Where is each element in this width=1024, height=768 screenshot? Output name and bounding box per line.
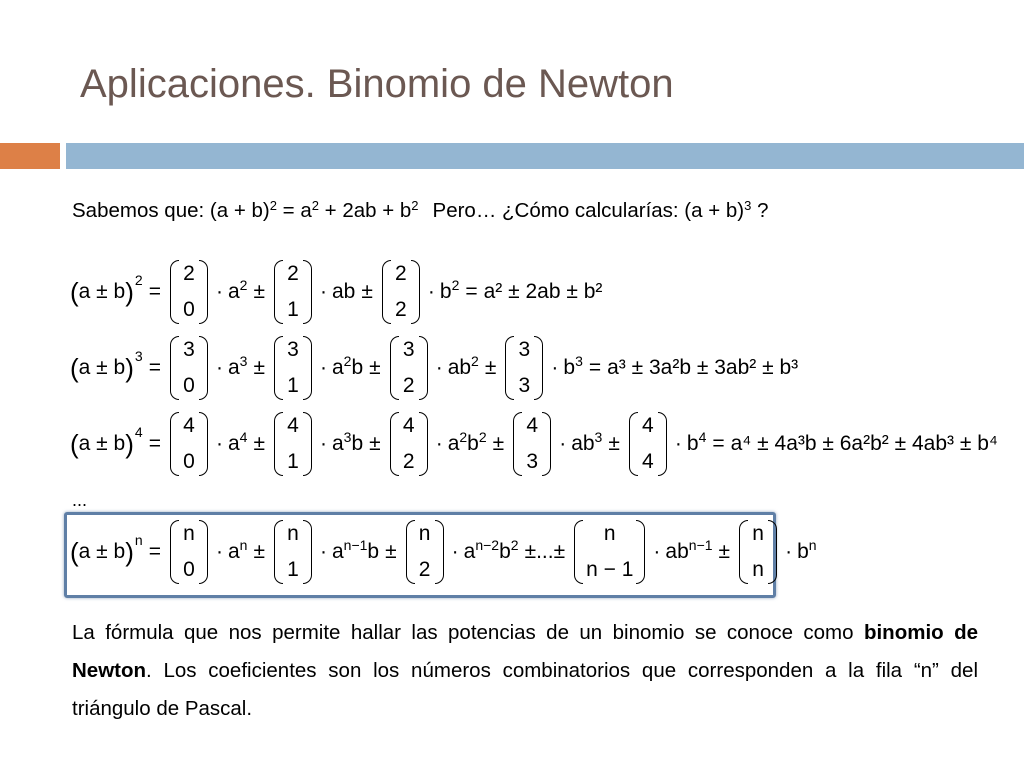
binomial-base — [70, 272, 143, 308]
factor-rest: b — [351, 356, 364, 379]
coef-bracket-left — [274, 336, 283, 400]
paragraph-part1: La fórmula que nos permite hallar las potencias de un binomio se conoce como — [72, 621, 864, 644]
dot-operator: · — [319, 540, 327, 563]
plus-minus-sign: ± — [718, 540, 731, 563]
paren-open: ( — [70, 428, 79, 459]
coef-bottom: 4 — [642, 450, 654, 473]
coef-numbers — [514, 336, 534, 400]
factor-exponent: 3 — [594, 429, 603, 445]
coef-numbers — [522, 412, 542, 476]
intro-eq-mid2: + 2ab + b — [318, 199, 412, 222]
binomial-power: n — [134, 532, 143, 548]
coef-numbers — [583, 520, 636, 584]
term-factor — [447, 353, 479, 380]
factor-base: ab — [447, 356, 472, 379]
coef-bracket-right — [658, 412, 667, 476]
dot-operator: · — [215, 356, 223, 379]
coef-bottom: 2 — [395, 298, 407, 321]
factor-exponent: 3 — [343, 429, 352, 445]
coef-bracket-right — [199, 336, 208, 400]
coef-bottom: 1 — [287, 450, 299, 473]
coef-top: 3 — [183, 338, 195, 361]
factor-base: a — [227, 540, 240, 563]
equation-power-3 — [70, 332, 798, 404]
intro-eq-mid1: = a — [276, 199, 312, 222]
binomial-power: 3 — [134, 348, 143, 364]
binomial-coefficient — [274, 520, 312, 584]
expanded-result: a³ ± 3a²b ± 3ab² ± b³ — [607, 356, 799, 379]
plus-minus-sign: ± — [253, 356, 265, 379]
equals-sign: = — [148, 540, 161, 563]
coef-bracket-left — [406, 520, 415, 584]
coef-bottom: n — [752, 558, 764, 581]
coef-numbers — [179, 520, 199, 584]
coef-bottom: 3 — [518, 374, 531, 397]
paren-open: ( — [70, 276, 79, 307]
coef-bracket-right — [435, 520, 444, 584]
dot-operator: · — [319, 280, 327, 303]
dot-operator: · — [451, 540, 459, 563]
factor-exponent: n — [239, 537, 248, 553]
term-factor — [463, 537, 519, 564]
factor-rest-exponent: 2 — [510, 537, 519, 553]
term-factor — [439, 277, 460, 304]
factor-base: a — [331, 432, 344, 455]
factor-exponent: n−1 — [688, 537, 713, 553]
plus-minus-sign: ± — [361, 280, 373, 303]
binomial-coefficient — [406, 520, 444, 584]
plus-minus-sign: ± — [369, 432, 381, 455]
factor-base: ab — [571, 432, 595, 455]
binomial-power: 2 — [134, 272, 143, 288]
paren-close: ) — [125, 276, 134, 307]
intro-line — [72, 199, 768, 223]
factor-base: a — [331, 540, 344, 563]
coef-top: 2 — [287, 262, 299, 285]
paren-open: ( — [70, 352, 79, 383]
coef-numbers — [399, 412, 419, 476]
paren-open: ( — [70, 536, 79, 567]
term-factor — [227, 537, 248, 564]
intro-question-suffix: ? — [751, 199, 769, 222]
factor-base: a — [331, 356, 344, 379]
coef-bracket-left — [513, 412, 522, 476]
coef-top: 3 — [402, 338, 415, 361]
coef-top: n — [287, 522, 299, 545]
factor-exponent: 2 — [451, 277, 460, 293]
binomial-label: a ± b — [78, 540, 126, 563]
factor-exponent: n−2 — [475, 537, 500, 553]
coef-top: 4 — [526, 414, 539, 437]
coef-bracket-left — [390, 336, 399, 400]
plus-minus-sign: ±...± — [524, 540, 566, 563]
coef-bracket-left — [274, 260, 283, 324]
coef-bracket-right — [199, 520, 208, 584]
binomial-label: a ± b — [78, 432, 126, 455]
dot-operator: · — [215, 280, 223, 303]
factor-base: a — [447, 432, 460, 455]
term-factor — [563, 353, 583, 380]
accent-bar-orange — [0, 143, 60, 169]
term-factor — [227, 353, 248, 380]
ellipsis: ... — [72, 490, 88, 510]
coef-bracket-left — [170, 412, 179, 476]
factor-rest: b — [467, 432, 479, 455]
coef-bottom: n − 1 — [586, 558, 634, 581]
coef-numbers — [179, 336, 199, 400]
coef-bracket-left — [629, 412, 638, 476]
coef-numbers — [283, 520, 303, 584]
coef-bracket-left — [274, 412, 283, 476]
factor-exponent: 2 — [471, 353, 479, 369]
equals-sign: = — [712, 432, 725, 455]
term-factor — [331, 537, 380, 564]
coef-numbers — [283, 412, 303, 476]
coef-bottom: 1 — [287, 558, 299, 581]
coef-bottom: 2 — [402, 374, 415, 397]
coef-numbers — [283, 260, 303, 324]
expanded-result: a⁴ ± 4a³b ± 6a²b² ± 4ab³ ± b⁴ — [730, 432, 998, 455]
intro-exp2b: 2 — [311, 198, 319, 213]
paragraph-part2: . Los coeficientes son los números combinatorios que corresponden a la fila “n” del triángulo de Pascal. — [72, 659, 978, 720]
factor-exponent: 4 — [698, 429, 707, 445]
dot-operator: · — [427, 280, 435, 303]
binomial-power: 4 — [134, 424, 143, 440]
binomial-coefficient — [274, 336, 312, 400]
equals-sign: = — [465, 280, 478, 303]
factor-base: b — [686, 432, 699, 455]
factor-base: ab — [331, 280, 356, 303]
factor-exponent: 2 — [343, 353, 352, 369]
coef-bracket-left — [170, 260, 179, 324]
coef-bottom: 0 — [183, 558, 195, 581]
dot-operator: · — [215, 432, 223, 455]
factor-exponent: 2 — [239, 277, 248, 293]
dot-operator: · — [319, 356, 327, 379]
intro-exp2: 2 — [269, 198, 277, 213]
coef-bracket-right — [411, 260, 420, 324]
coef-bottom: 1 — [287, 374, 299, 397]
plus-minus-sign: ± — [385, 540, 397, 563]
equals-sign: = — [148, 432, 161, 455]
binomial-coefficient — [170, 520, 208, 584]
binomial-coefficient — [739, 520, 777, 584]
coef-numbers — [748, 520, 768, 584]
dot-operator: · — [435, 432, 443, 455]
slide-title: Aplicaciones. Binomio de Newton — [80, 62, 674, 106]
coef-numbers — [179, 260, 199, 324]
binomial-label: a ± b — [78, 280, 126, 303]
coef-numbers — [399, 336, 419, 400]
binomial-coefficient — [274, 412, 312, 476]
factor-rest: b — [499, 540, 511, 563]
factor-rest: b — [351, 432, 364, 455]
coef-numbers — [179, 412, 199, 476]
coef-bracket-right — [199, 412, 208, 476]
binomial-coefficient — [170, 336, 208, 400]
paren-close: ) — [125, 352, 134, 383]
coef-bracket-right — [303, 336, 312, 400]
term-factor — [332, 280, 355, 304]
coef-bottom: 0 — [183, 450, 195, 473]
coef-bracket-left — [390, 412, 399, 476]
factor-exponent: 4 — [239, 429, 248, 445]
coef-bracket-left — [274, 520, 283, 584]
factor-base: a — [463, 540, 476, 563]
coef-bottom: 0 — [183, 298, 195, 321]
factor-base: ab — [665, 540, 689, 563]
equation-general-n — [70, 516, 817, 588]
coef-top: n — [183, 522, 195, 545]
coef-bracket-left — [739, 520, 748, 584]
dot-operator: · — [559, 432, 567, 455]
intro-exp2c: 2 — [411, 198, 419, 213]
plus-minus-sign: ± — [253, 280, 265, 303]
term-factor — [571, 429, 603, 456]
factor-exponent: n−1 — [343, 537, 368, 553]
dot-operator: · — [551, 356, 559, 379]
paragraph-bold: binomio de Newton — [72, 621, 978, 682]
coef-top: 3 — [518, 338, 531, 361]
expanded-result: a² ± 2ab ± b² — [483, 280, 603, 303]
plus-minus-sign: ± — [484, 356, 497, 379]
coef-top: 4 — [183, 414, 195, 437]
factor-base: a — [227, 356, 240, 379]
coef-bracket-right — [542, 412, 551, 476]
binomial-coefficient — [170, 412, 208, 476]
coef-bracket-right — [303, 260, 312, 324]
coef-top: n — [418, 522, 431, 545]
factor-rest: b — [367, 540, 380, 563]
coef-top: n — [603, 522, 616, 545]
factor-base: a — [227, 280, 240, 303]
coef-bracket-left — [382, 260, 391, 324]
coef-numbers — [415, 520, 435, 584]
binomial-coefficient — [574, 520, 645, 584]
coef-bottom: 1 — [287, 298, 299, 321]
coef-top: 3 — [287, 338, 299, 361]
coef-top: 2 — [183, 262, 195, 285]
plus-minus-sign: ± — [369, 356, 381, 379]
coef-bracket-left — [505, 336, 514, 400]
binomial-coefficient — [382, 260, 420, 324]
term-factor — [227, 277, 248, 304]
equals-sign: = — [588, 356, 602, 379]
binomial-coefficient — [274, 260, 312, 324]
equals-sign: = — [148, 356, 161, 379]
dot-operator: · — [785, 540, 793, 563]
intro-known-prefix: Sabemos que: (a + b) — [72, 199, 270, 222]
binomial-label: a ± b — [78, 356, 126, 379]
coef-bracket-left — [170, 336, 179, 400]
plus-minus-sign: ± — [253, 540, 265, 563]
coef-bracket-right — [534, 336, 543, 400]
binomial-coefficient — [390, 336, 428, 400]
coef-bracket-right — [636, 520, 645, 584]
intro-question: Pero… ¿Cómo calcularías: (a + b) — [432, 199, 745, 222]
factor-exponent: 2 — [459, 429, 468, 445]
explanation-paragraph — [72, 614, 978, 728]
coef-bottom: 3 — [526, 450, 539, 473]
term-factor — [331, 429, 364, 456]
coef-numbers — [638, 412, 658, 476]
coef-bracket-left — [574, 520, 583, 584]
dot-operator: · — [215, 540, 223, 563]
coef-bottom: 0 — [183, 374, 195, 397]
factor-base: b — [439, 280, 452, 303]
factor-rest-exponent: 2 — [478, 429, 487, 445]
coef-top: n — [752, 522, 764, 545]
coef-bottom: 2 — [402, 450, 415, 473]
coef-bracket-left — [170, 520, 179, 584]
coef-top: 4 — [642, 414, 654, 437]
paren-close: ) — [125, 536, 134, 567]
coef-bracket-right — [199, 260, 208, 324]
dot-operator: · — [319, 432, 327, 455]
coef-numbers — [391, 260, 411, 324]
factor-exponent: n — [808, 537, 817, 553]
factor-base: b — [797, 540, 809, 563]
plus-minus-sign: ± — [608, 432, 620, 455]
binomial-coefficient — [629, 412, 667, 476]
binomial-coefficient — [505, 336, 543, 400]
term-factor — [447, 429, 487, 456]
factor-base: b — [563, 356, 576, 379]
binomial-base — [70, 348, 143, 384]
equation-power-4 — [70, 408, 998, 480]
factor-exponent: 3 — [575, 353, 583, 369]
coef-top: 4 — [402, 414, 415, 437]
plus-minus-sign: ± — [253, 432, 265, 455]
coef-bracket-right — [303, 520, 312, 584]
coef-bracket-right — [419, 336, 428, 400]
dot-operator: · — [653, 540, 661, 563]
binomial-coefficient — [170, 260, 208, 324]
term-factor — [665, 537, 713, 564]
binomial-base — [70, 532, 143, 568]
accent-bar-blue — [66, 143, 1024, 169]
term-factor — [797, 537, 817, 564]
paren-close: ) — [125, 428, 134, 459]
coef-bracket-right — [768, 520, 777, 584]
binomial-coefficient — [390, 412, 428, 476]
equation-power-2 — [70, 256, 602, 328]
term-factor — [686, 429, 707, 456]
binomial-coefficient — [513, 412, 551, 476]
equals-sign: = — [148, 280, 161, 303]
coef-bracket-right — [419, 412, 428, 476]
coef-bracket-right — [303, 412, 312, 476]
plus-minus-sign: ± — [492, 432, 505, 455]
dot-operator: · — [435, 356, 443, 379]
coef-top: 2 — [395, 262, 407, 285]
intro-exp3: 3 — [744, 198, 752, 213]
factor-base: a — [227, 432, 240, 455]
dot-operator: · — [674, 432, 682, 455]
binomial-base — [70, 424, 143, 460]
coef-top: 4 — [287, 414, 299, 437]
term-factor — [331, 353, 364, 380]
term-factor — [227, 429, 248, 456]
coef-bottom: 2 — [418, 558, 431, 581]
factor-exponent: 3 — [239, 353, 248, 369]
coef-numbers — [283, 336, 303, 400]
